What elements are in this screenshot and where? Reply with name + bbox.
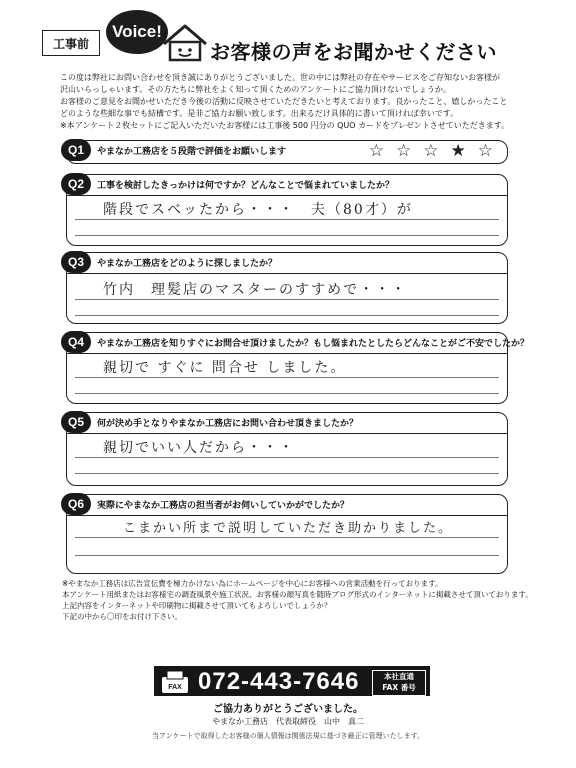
house-icon	[160, 22, 210, 64]
answer-text: 親切で すぐに 問合せ しました。	[103, 360, 347, 376]
question-text: やまなか工務店を５段階で評価をお願いします	[97, 147, 287, 157]
intro-line: どのような些細な事でも結構です。是非ご協力お願い致します。出来るだけ具体的に書いて頂ければ幸いです。	[60, 109, 459, 118]
question-block-q3	[66, 252, 508, 324]
intro-line: お客様のご意見をお聞かせいただき今後の活動に反映させていただきたいと考えております。良かったこと、嬉しかったこと	[60, 97, 508, 106]
footnote-line: 本アンケート用紙またはお客様宅の調査風景や施工状況、お客様の顔写真を随時ブログ形式のインターネットに掲載させて頂いております。	[62, 590, 533, 599]
footnote-line: 上記内容をインターネットや印刷物に掲載させて頂いてもよろしいでしょうか？	[62, 601, 332, 610]
question-text: 何が決め手となりやまなか工務店にお問い合わせ頂きましたか？	[97, 419, 359, 429]
question-block-q6	[66, 494, 508, 574]
star-outline-icon: ☆	[368, 141, 384, 161]
intro-line: ※本アンケート２枚セットにご記入いただいたお客様には工事後 500 円分の QUO カードをプレゼントさせていただきます。	[60, 121, 510, 130]
answer-text: 階段でスベッたから・・・ 夫（80才）が	[103, 202, 413, 218]
fax-note-line: FAX 番号	[382, 683, 416, 692]
question-badge: Q5	[61, 411, 91, 433]
star-outline-icon: ☆	[477, 141, 493, 161]
question-badge: Q6	[61, 493, 91, 515]
question-block-q2	[66, 174, 508, 246]
question-badge: Q3	[61, 251, 91, 273]
question-badge: Q4	[61, 331, 91, 353]
footnotes	[62, 578, 542, 622]
question-text: やまなか工務店を知りすぐにお問合せ頂けましたか？もし悩まれたとしたらどんなことがご不安でしたか？	[97, 339, 530, 349]
thanks-message: ご協力ありがとうございました。	[213, 704, 363, 715]
company-signoff: やまなか工務店 代表取締役 山中 真二	[212, 717, 364, 726]
question-text: 工事を検討したきっかけは何ですか？どんなことで悩まれていましたか？	[97, 181, 395, 191]
star-outline-icon: ☆	[423, 141, 439, 161]
intro-text	[60, 72, 550, 132]
answer-text: 親切でいい人だから・・・	[103, 440, 295, 456]
fax-note-line: 本社直通	[384, 672, 414, 681]
star-rating	[369, 141, 493, 161]
question-badge: Q1	[61, 139, 91, 161]
page-title: お客様の声をお聞かせください	[210, 40, 497, 64]
question-text: 実際にやまなか工務店の担当者がお伺いしていかがでしたか？	[97, 501, 350, 511]
fax-note	[372, 670, 426, 696]
answer-text: こまかい所まで説明していただき助かりました。	[123, 521, 454, 536]
intro-line: 沢山いらっしゃいます。その方たちに弊社をよく知って頂くためのアンケートにご協力頂けないでしょうか。	[60, 85, 451, 94]
question-block-q5	[66, 412, 508, 486]
star-outline-icon: ☆	[396, 141, 412, 161]
stage-label: 工事前	[42, 30, 100, 56]
intro-line: この度は弊社にお問い合わせを頂き誠にありがとうございました。世の中には弊社の存在やサービスをご存知ないお客様が	[60, 73, 500, 82]
footnote-line: ※やまなか工務店は広告宣伝費を極力かけない為にホームページを中心にお客様への営業活動を行っております。	[62, 579, 443, 588]
voice-badge: Voice!	[106, 10, 168, 54]
question-badge: Q2	[61, 173, 91, 195]
question-block-q4	[66, 332, 530, 404]
fax-label: FAX	[168, 684, 182, 691]
star-filled-icon: ★	[450, 141, 466, 161]
privacy-notice: 当アンケートで取得したお客様の個人情報は関係法規に基づき厳正に管理いたします。	[151, 732, 425, 740]
fax-machine-icon	[160, 669, 190, 695]
footnote-line: 下記の中から〇印をお付け下さい。	[62, 612, 182, 621]
fax-number: 072-443-7646	[198, 668, 360, 695]
question-text: やまなか工務店をどのように探しましたか？	[97, 259, 278, 269]
answer-text: 竹内 理髪店のマスターのすすめで・・・	[103, 282, 408, 298]
question-block-q1	[66, 140, 508, 164]
